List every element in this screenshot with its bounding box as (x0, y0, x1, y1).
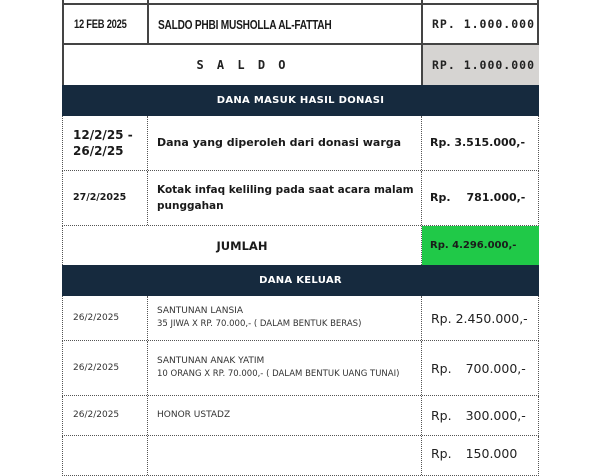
jumlah-label-cell (63, 226, 422, 265)
description-line-1: Kotak infaq keliling pada saat acara malam (157, 184, 414, 196)
description-line-2: punggahan (157, 200, 224, 212)
amount-prefix: Rp. (431, 360, 452, 376)
saldo-total-amount-cell (423, 45, 539, 85)
saldo-date: 12 FEB 2025 (74, 17, 127, 31)
description-cell (148, 396, 422, 435)
saldo-amount-cell (423, 5, 539, 43)
amount-cell (422, 116, 538, 170)
saldo-amount: RP. 1.000.000 (432, 17, 536, 31)
table-row (62, 341, 539, 396)
description-cell (148, 436, 422, 475)
date-cell (63, 436, 148, 475)
date-cell (63, 341, 148, 395)
table-row (62, 296, 539, 341)
date: 26/2/2025 (73, 410, 120, 420)
table-row (62, 171, 539, 226)
amount-prefix: Rp. (430, 191, 451, 204)
item-title: SANTUNAN ANAK YATIM (157, 356, 265, 366)
amount-cell (422, 436, 538, 475)
amount-value: 700.000,- (465, 360, 526, 376)
amount-cell (422, 171, 538, 225)
item-detail: 10 ORANG X RP. 70.000,- ( DALAM BENTUK UANG TUNAI) (157, 369, 400, 379)
jumlah-amount: Rp. 4.296.000,- (430, 239, 517, 251)
jumlah-row (62, 226, 539, 265)
dana-keluar-title: DANA KELUAR (259, 275, 342, 286)
table-row (62, 436, 539, 476)
amount-cell (422, 341, 538, 395)
date-line-2: 26/2/25 (73, 144, 124, 158)
amount-cell (422, 296, 538, 340)
item-title: SANTUNAN LANSIA (157, 306, 243, 316)
table-row (62, 116, 539, 171)
amount-value: 2.450.000,- (455, 310, 528, 326)
description: Dana yang diperoleh dari donasi warga (157, 136, 402, 149)
saldo-total-row (62, 45, 539, 85)
item-title: HONOR USTADZ (157, 410, 231, 420)
saldo-date-cell (64, 5, 149, 43)
date: 26/2/2025 (73, 312, 120, 323)
description-cell (148, 341, 422, 395)
date-cell (63, 296, 148, 340)
jumlah-label: JUMLAH (216, 238, 268, 253)
amount-prefix: Rp. (431, 408, 452, 423)
amount: Rp. 3.515.000,- (430, 136, 526, 149)
saldo-description-cell (149, 5, 423, 43)
jumlah-amount-cell (422, 226, 539, 265)
date-cell (63, 171, 148, 225)
amount-prefix: Rp. (431, 446, 452, 461)
amount-prefix: Rp. (431, 310, 452, 326)
amount-value: 300.000,- (465, 408, 526, 423)
description-cell (148, 116, 422, 170)
saldo-total-amount: RP. 1.000.000 (432, 58, 536, 72)
date-cell (63, 116, 148, 170)
saldo-total-label-cell (64, 45, 423, 85)
date-cell (63, 396, 148, 435)
date: 27/2/2025 (73, 192, 127, 203)
description-cell (148, 171, 422, 225)
dana-keluar-header (62, 265, 539, 296)
date-line-1: 12/2/25 - (73, 128, 133, 142)
description-cell (148, 296, 422, 340)
table-row (62, 396, 539, 436)
dana-masuk-title: DANA MASUK HASIL DONASI (216, 95, 385, 106)
saldo-entry-row (62, 5, 539, 45)
dana-masuk-header (62, 85, 539, 116)
saldo-total-label: S A L D O (196, 58, 289, 72)
amount-value: 781.000,- (466, 191, 526, 204)
amount-cell (422, 396, 538, 435)
date: 26/2/2025 (73, 362, 120, 373)
item-detail: 35 JIWA X RP. 70.000,- ( DALAM BENTUK BERAS) (157, 319, 362, 329)
saldo-description: SALDO PHBI MUSHOLLA AL-FATTAH (158, 16, 332, 32)
amount-value: 150.000 (465, 446, 518, 461)
